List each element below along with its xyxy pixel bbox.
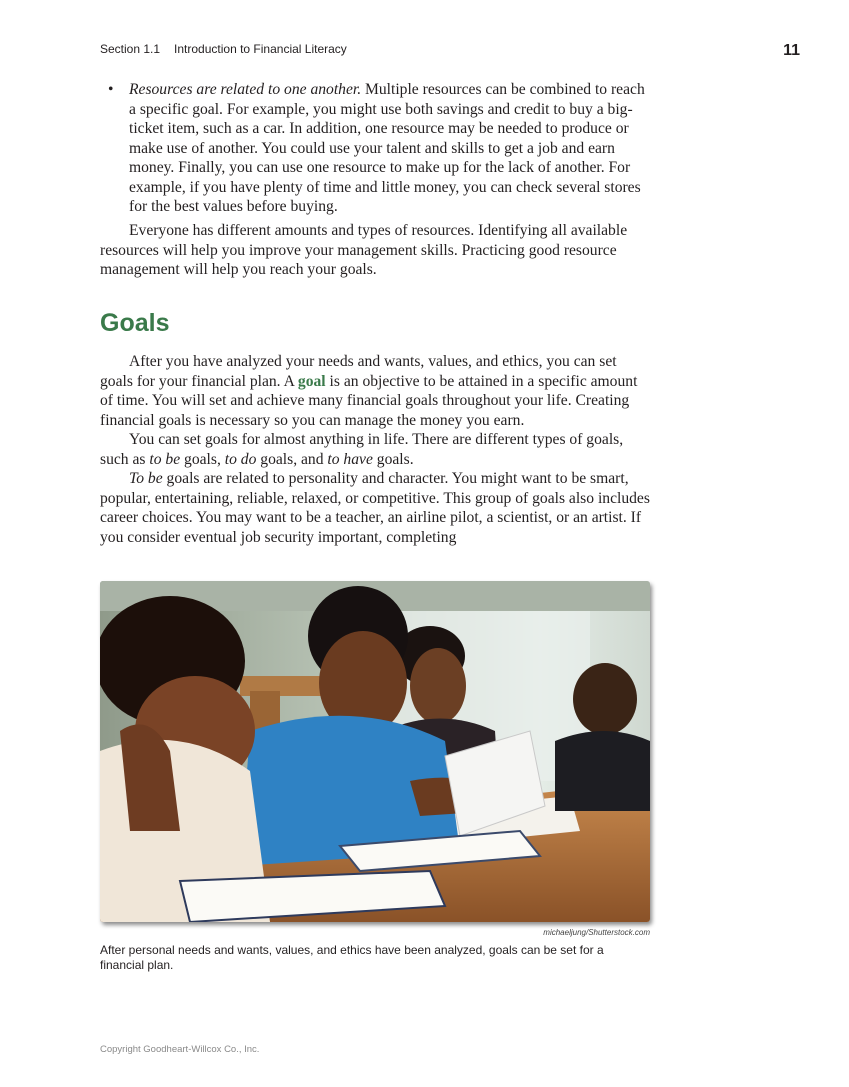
bullet-list-item <box>100 80 652 217</box>
running-header <box>100 42 347 56</box>
term-to-be: to be <box>149 450 181 468</box>
students-photo <box>100 581 650 922</box>
bullet-lead: Resources are related to one another. <box>129 81 362 98</box>
goals-body <box>100 352 652 547</box>
bullet-paragraph <box>129 80 652 217</box>
keyword-goal: goal <box>297 372 326 390</box>
copyright-footer: Copyright Goodheart-Willcox Co., Inc. <box>100 1044 260 1055</box>
term-to-be-lead: To be <box>129 470 163 487</box>
goals-p2-text-b: goals, <box>180 450 225 468</box>
bullet-icon: • <box>108 81 114 98</box>
goals-paragraph-2 <box>100 430 652 469</box>
goals-p2-text-d: goals. <box>372 450 414 468</box>
goals-paragraph-1 <box>100 352 652 430</box>
goals-p2-text-c: goals, and <box>256 450 328 468</box>
section-heading-goals: Goals <box>100 309 170 337</box>
bullet-text: Multiple resources can be combined to reach a specific goal. For example, you might use both savings and credit to buy a big-ticket item, such as a car. In addition, one resource may be needed to produce or make use of another. You could use your talent and skills to get a job and earn money. Finally, you can use one resource to make up for the lack of another. For example, if you have plenty of time and little money, you can check several stores for the best values before buying. <box>129 81 645 215</box>
goals-paragraph-3 <box>100 469 652 547</box>
page-number: 11 <box>783 42 800 59</box>
section-label: Section 1.1 <box>100 42 161 56</box>
section-title: Introduction to Financial Literacy <box>174 42 347 56</box>
goals-p3-text: goals are related to personality and character. You might want to be smart, popular, entertaining, reliable, relaxed, or competitive. This group of goals also includes career choices. You may want to be a teacher, an airline pilot, a scientist, or an artist. If you consider eventual job security important, completing <box>100 470 650 546</box>
goals-p1-text-a: After you have analyzed your needs and wants, values, and ethics, you can set goals for your financial plan. A <box>100 353 617 390</box>
resources-paragraph: Everyone has different amounts and types of resources. Identifying all available resources will help you improve your management skills. Practicing good resource management will help you reach your goals. <box>100 222 628 278</box>
term-to-do: to do <box>224 450 257 468</box>
photo-credit: michaeljung/Shutterstock.com <box>543 928 650 937</box>
goals-p1-text-b: is an objective to be attained in a specific amount of time. You will set and achieve many financial goals throughout your life. Creating financial goals is necessary so you can manage the money you earn. <box>100 372 638 429</box>
term-to-have: to have <box>327 450 373 468</box>
figure-caption: After personal needs and wants, values, and ethics have been analyzed, goals can be set for a financial plan. <box>100 943 604 972</box>
goals-p2-text-a: You can set goals for almost anything in life. There are different types of goals, such as <box>100 431 624 468</box>
